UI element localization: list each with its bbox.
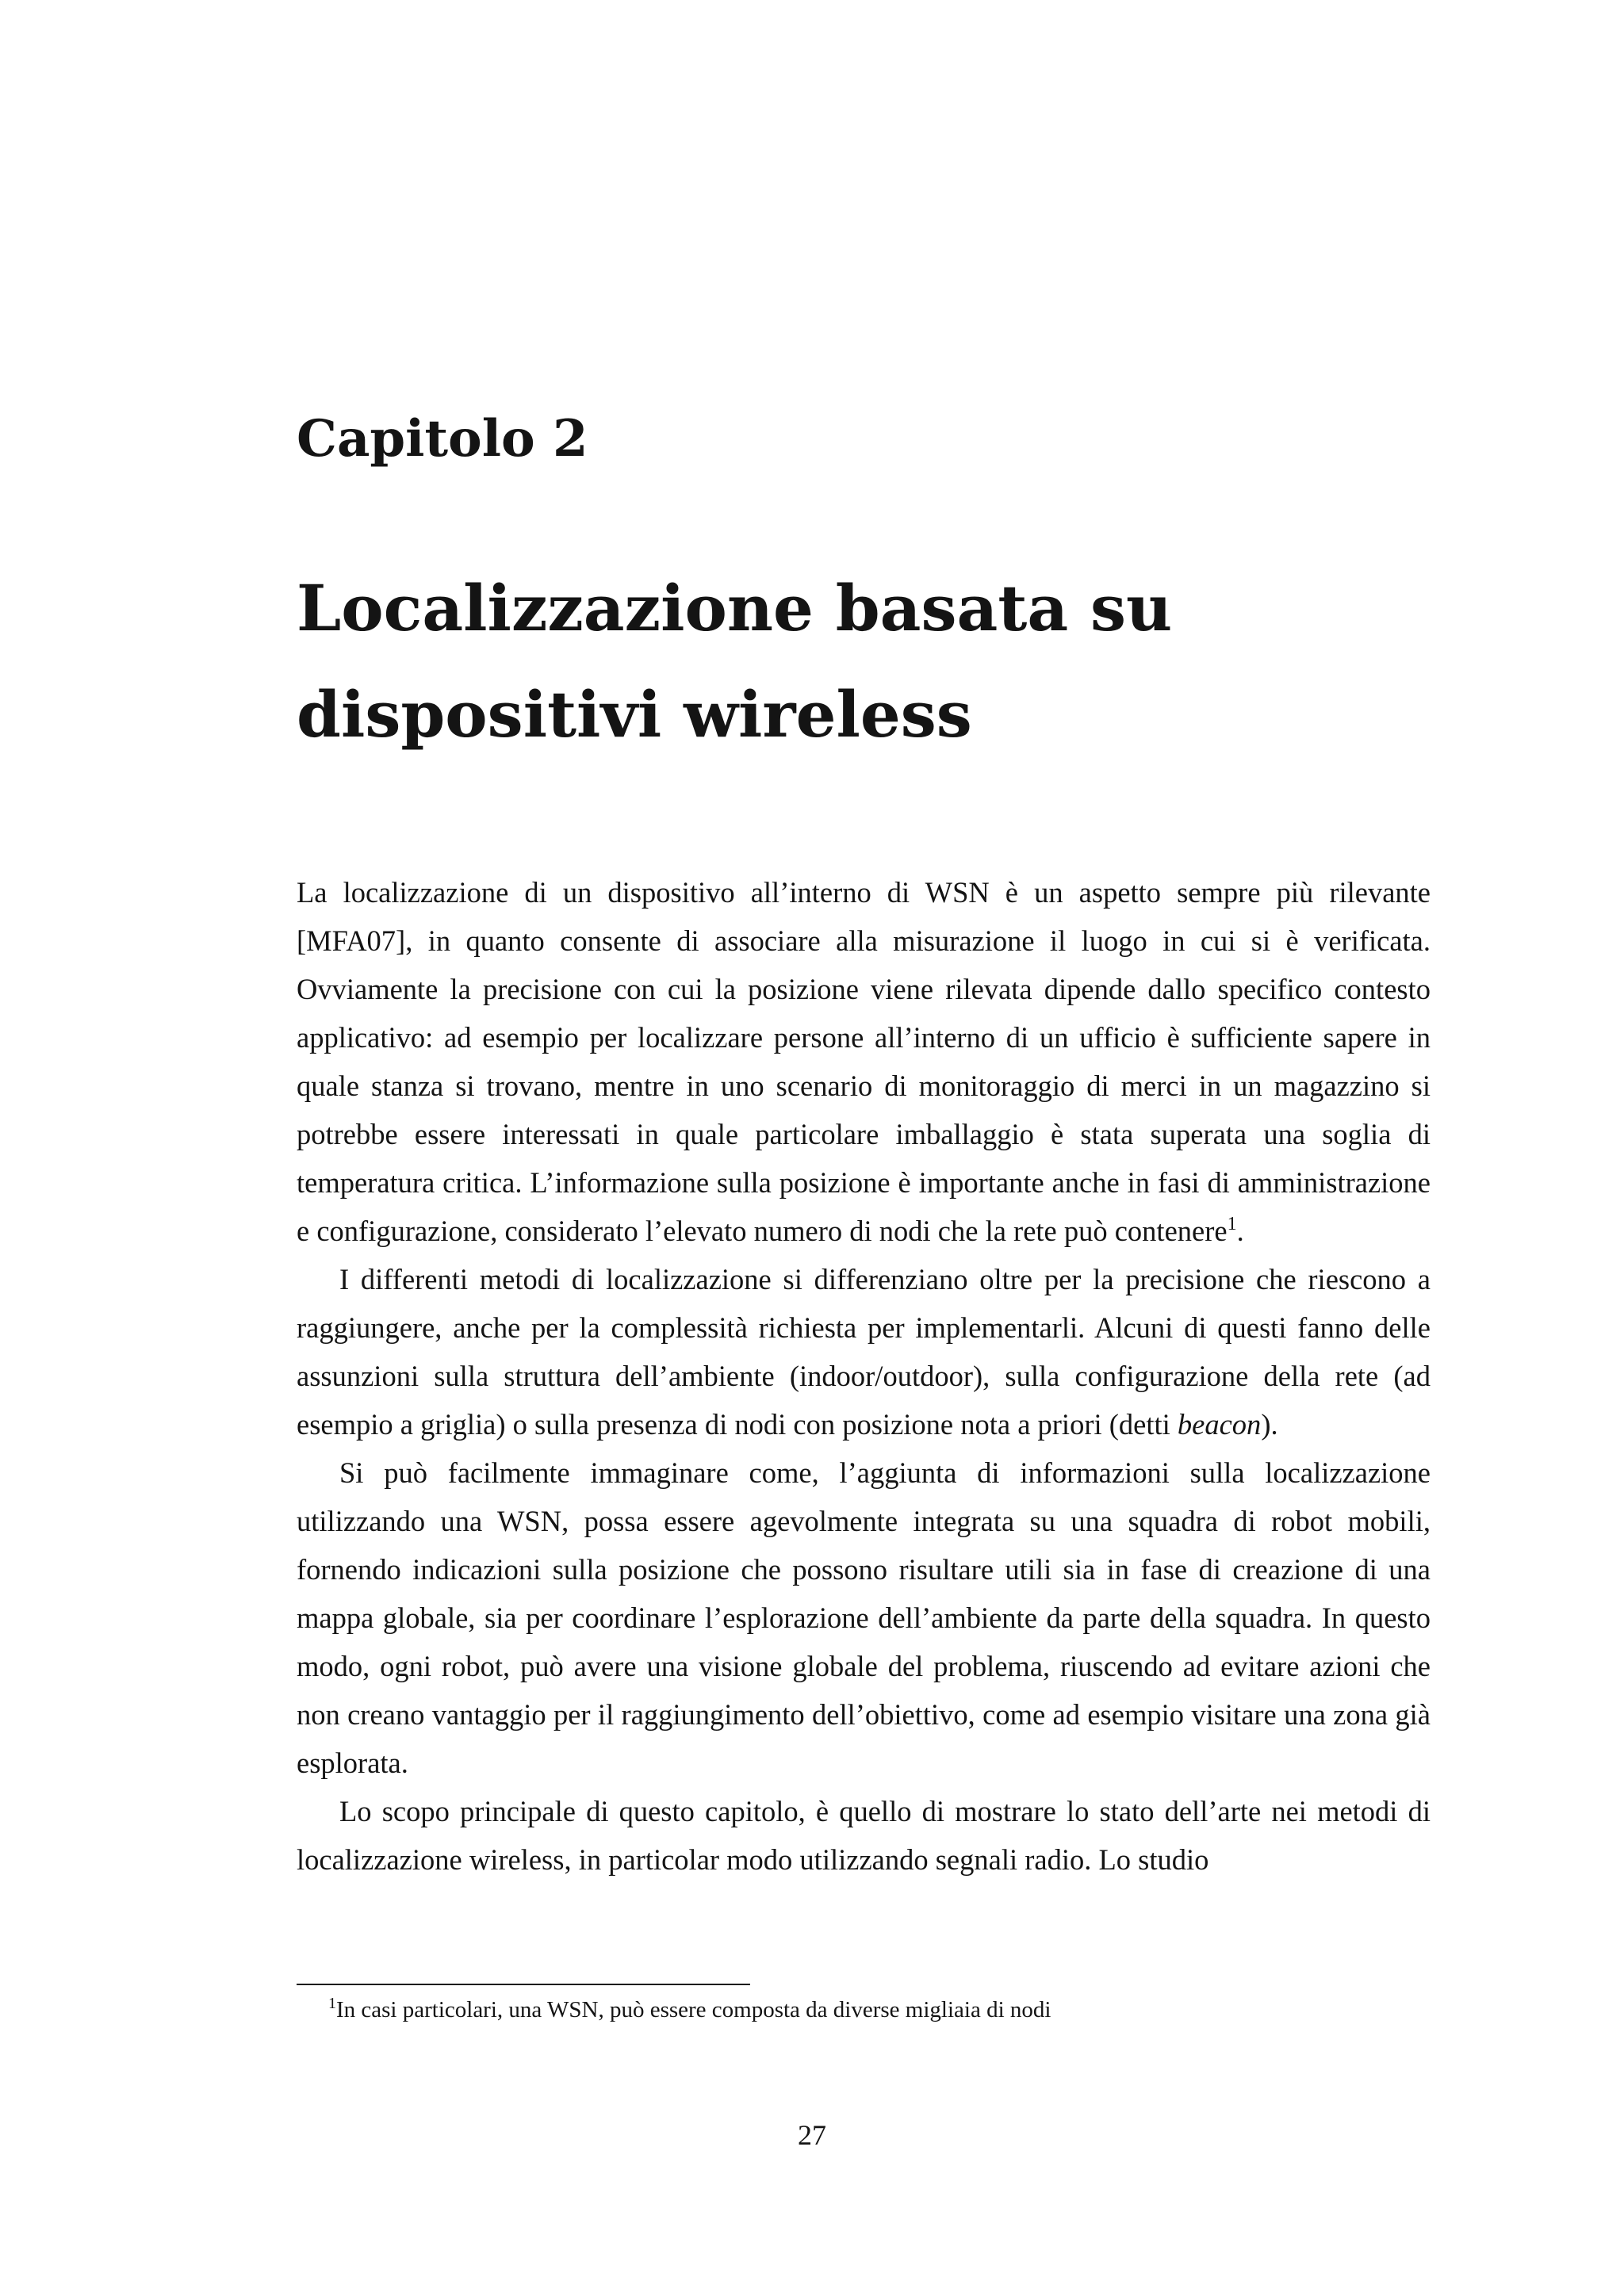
paragraph-4: Lo scopo principale di questo capitolo, è quello di mostrare lo stato dell’arte nei metodi di localizzazione wireless, in particolar modo utilizzando segnali radio. Lo studio (297, 1795, 1431, 1876)
footnote-text: In casi particolari, una WSN, può essere composta da diverse migliaia di nodi (336, 1997, 1051, 2022)
paragraph-2 (297, 1255, 1431, 1448)
paragraph-2-end: ). (1261, 1408, 1278, 1441)
page-number: 27 (798, 2119, 826, 2151)
paragraph-2-text: I differenti metodi di localizzazione si differenziano oltre per la precisione che riescono a raggiungere, anche per la complessità richiesta per implementarli. Alcuni di questi fanno delle assunzioni sulla struttura dell’ambiente (indoor/outdoor), sulla configurazione della rete (ad esempio a griglia) o sulla presenza di nodi con posizione nota a priori (detti (297, 1263, 1431, 1441)
footnote-rule (297, 1984, 750, 1985)
beacon-term: beacon (1177, 1408, 1262, 1441)
paragraph-1 (297, 868, 1431, 1255)
body-text (297, 868, 1431, 1884)
chapter-title: Localizzazione basata su dispositivi wireless (297, 571, 1173, 752)
paragraph-1-text: La localizzazione di un dispositivo all’interno di WSN è un aspetto sempre più rilevante [MFA07], in quanto consente di associare alla misurazione il luogo in cui si è verificata. Ovviamente la precisione con cui la posizione viene rilevata dipende dallo specifico contesto applicativo: ad esempio per localizzare persone all’interno di un ufficio è sufficiente sapere in quale stanza si trovano, mentre in uno scenario di monitoraggio di merci in un magazzino si potrebbe essere interessati in quale particolare imballaggio è stata superata una soglia di temperatura critica. L’informazione sulla posizione è importante anche in fasi di amministrazione e configurazione, considerato l’elevato numero di nodi che la rete può contenere (297, 876, 1431, 1247)
footnote-ref[interactable]: 1 (1227, 1214, 1237, 1234)
chapter-label: Capitolo 2 (297, 409, 588, 469)
paragraph-3: Si può facilmente immaginare come, l’aggiunta di informazioni sulla localizzazione utilizzando una WSN, possa essere agevolmente integrata su una squadra di robot mobili, fornendo indicazioni sulla posizione che possono risultare utili sia in fase di creazione di una mappa globale, sia per coordinare l’esplorazione dell’ambiente da parte della squadra. In questo modo, ogni robot, può avere una visione globale del problema, riuscendo ad evitare azioni che non creano vantaggio per il raggiungimento dell’obiettivo, come ad esempio visitare una zona già esplorata. (297, 1456, 1431, 1779)
paragraph-1-end: . (1236, 1215, 1244, 1247)
footnote-number: 1 (328, 1995, 336, 2012)
footnote (297, 1994, 1431, 2026)
